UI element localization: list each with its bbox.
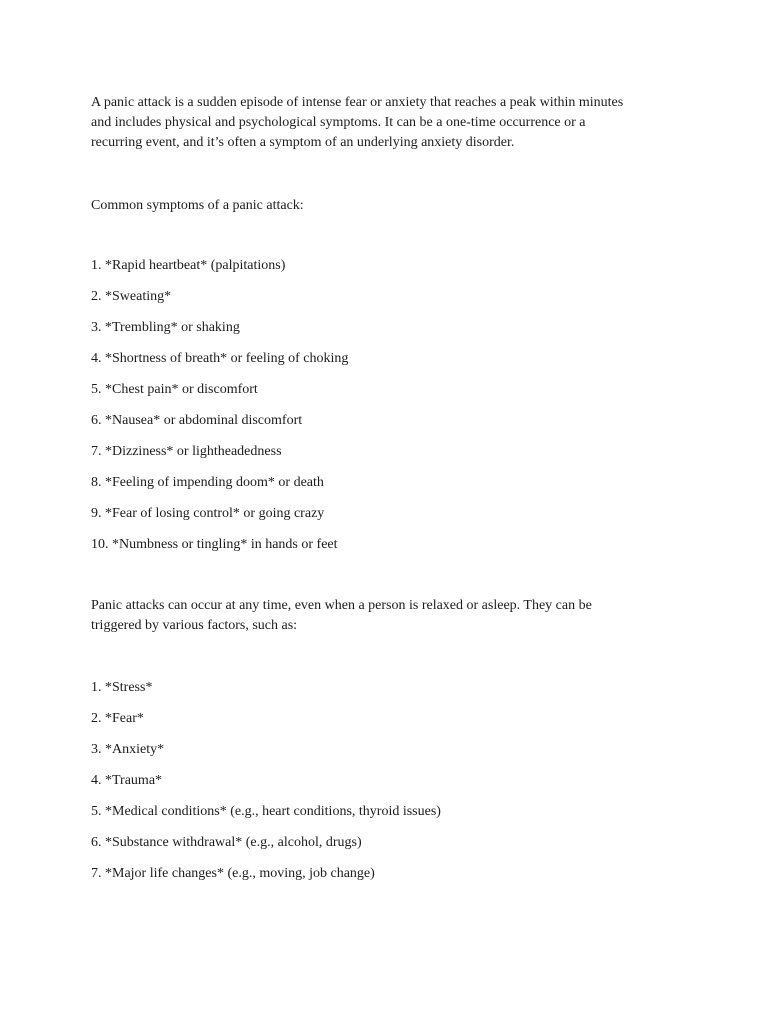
symptom-item: 8. *Feeling of impending doom* or death	[91, 475, 324, 490]
triggers-intro-paragraph	[91, 596, 691, 636]
symptom-item: 10. *Numbness or tingling* in hands or feet	[91, 537, 338, 552]
trigger-item: 6. *Substance withdrawal* (e.g., alcohol, drugs)	[91, 835, 362, 850]
intro-line: and includes physical and psychological symptoms. It can be a one-time occurrence or a	[91, 115, 586, 130]
symptom-item: 2. *Sweating*	[91, 289, 172, 304]
symptom-item: 4. *Shortness of breath* or feeling of choking	[91, 351, 349, 366]
symptom-item: 7. *Dizziness* or lightheadedness	[91, 444, 282, 459]
trigger-item: 2. *Fear*	[91, 711, 144, 726]
trigger-item: 5. *Medical conditions* (e.g., heart conditions, thyroid issues)	[91, 804, 441, 819]
triggers-intro-line: Panic attacks can occur at any time, even when a person is relaxed or asleep. They can be	[91, 598, 592, 613]
triggers-intro-line: triggered by various factors, such as:	[91, 618, 298, 633]
trigger-item: 3. *Anxiety*	[91, 742, 165, 757]
symptom-item: 3. *Trembling* or shaking	[91, 320, 240, 335]
triggers-list	[91, 678, 441, 895]
symptom-item: 5. *Chest pain* or discomfort	[91, 382, 258, 397]
intro-line: A panic attack is a sudden episode of intense fear or anxiety that reaches a peak within minutes	[91, 95, 624, 110]
intro-line: recurring event, and it’s often a symptom of an underlying anxiety disorder.	[91, 135, 515, 150]
trigger-item: 4. *Trauma*	[91, 773, 163, 788]
trigger-item: 1. *Stress*	[91, 680, 153, 695]
symptoms-heading: Common symptoms of a panic attack:	[91, 198, 304, 213]
trigger-item: 7. *Major life changes* (e.g., moving, job change)	[91, 866, 375, 881]
symptom-item: 1. *Rapid heartbeat* (palpitations)	[91, 258, 286, 273]
symptom-item: 6. *Nausea* or abdominal discomfort	[91, 413, 303, 428]
symptom-item: 9. *Fear of losing control* or going crazy	[91, 506, 325, 521]
intro-paragraph	[91, 93, 691, 153]
symptoms-list	[91, 256, 348, 566]
